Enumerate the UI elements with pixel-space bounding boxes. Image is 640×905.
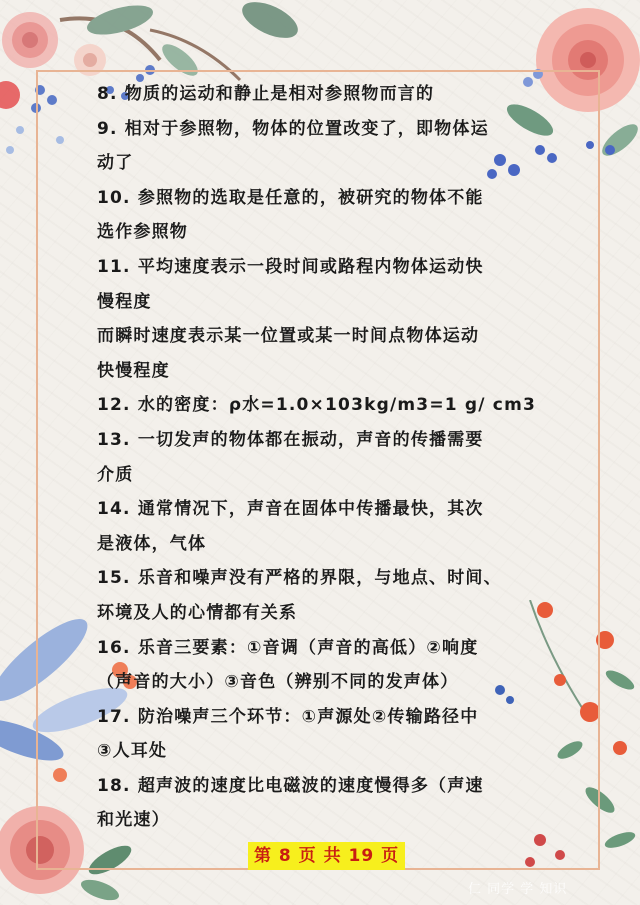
text-line: 介质 [97, 464, 134, 485]
watermark-text: 仁 同学 学 知识 [468, 882, 568, 897]
text-line: 动了 [97, 153, 134, 174]
text-line: 18. 超声波的速度比电磁波的速度慢得多（声速 [97, 775, 484, 796]
notes-content [97, 77, 557, 838]
text-line: 选作参照物 [97, 222, 188, 243]
text-line: 是液体，气体 [97, 533, 207, 554]
text-line: （声音的大小）③音色（辨别不同的发声体） [97, 672, 459, 693]
text-line: 8. 物质的运动和静止是相对参照物而言的 [97, 84, 435, 104]
text-line: ③人耳处 [97, 741, 168, 762]
text-line: 12. 水的密度：ρ水=1.0×103kg/m3=1 g/ cm3 [97, 395, 537, 416]
text-line: 和光速） [97, 810, 170, 831]
text-line: 16. 乐音三要素：①音调（声音的高低）②响度 [97, 637, 479, 658]
text-line: 环境及人的心情都有关系 [97, 602, 298, 623]
text-line: 15. 乐音和噪声没有严格的界限，与地点、时间、 [97, 568, 502, 589]
text-line: 17. 防治噪声三个环节：①声源处②传输路径中 [97, 706, 479, 727]
text-line: 13. 一切发声的物体都在振动，声音的传播需要 [97, 429, 484, 450]
text-line: 快慢程度 [97, 360, 170, 381]
text-line: 10. 参照物的选取是任意的，被研究的物体不能 [97, 187, 484, 208]
text-line: 慢程度 [97, 291, 152, 312]
page-number-badge: 第 8 页 共 19 页 [248, 842, 405, 870]
text-line: 9. 相对于参照物，物体的位置改变了，即物体运 [97, 118, 489, 139]
text-line: 14. 通常情况下，声音在固体中传播最快，其次 [97, 499, 484, 520]
text-line: 而瞬时速度表示某一位置或某一时间点物体运动 [97, 326, 480, 347]
text-line: 11. 平均速度表示一段时间或路程内物体运动快 [97, 256, 484, 277]
